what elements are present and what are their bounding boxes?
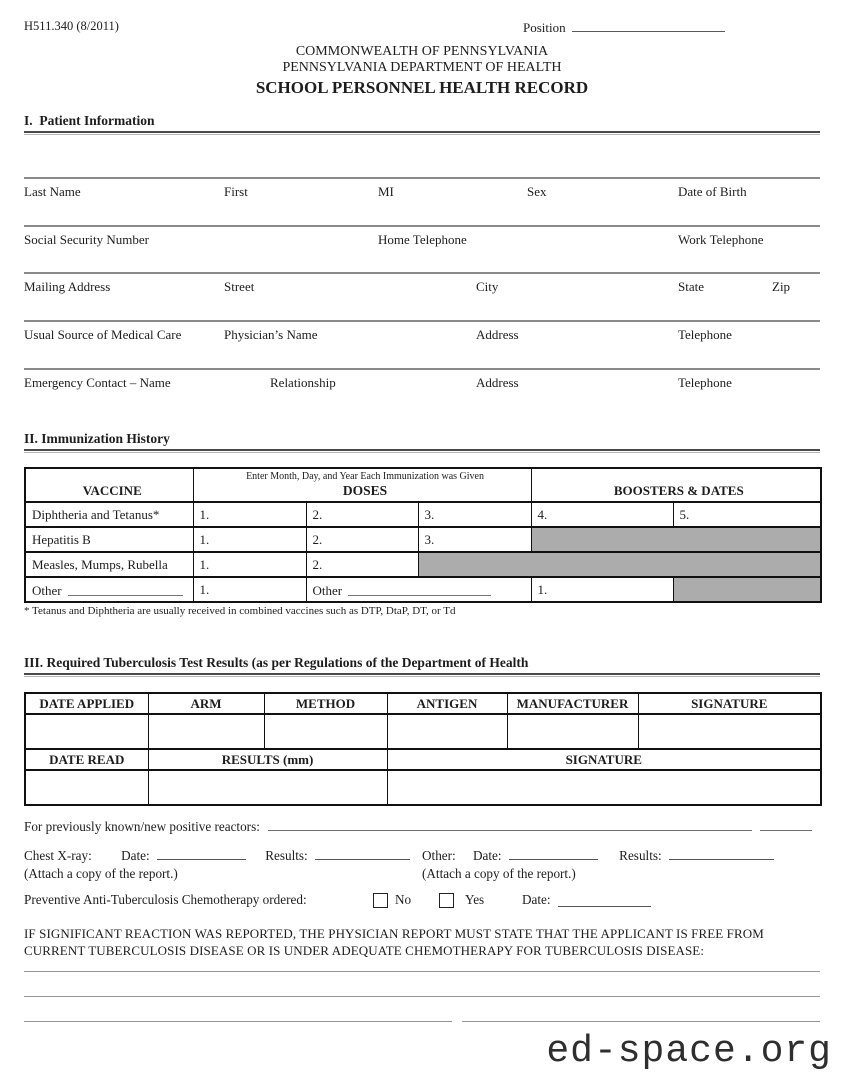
booster-4-cell[interactable]: 4. xyxy=(531,502,673,527)
tb-entry-row-2 xyxy=(25,770,821,805)
tb-results-table xyxy=(24,692,822,806)
chemotherapy-field xyxy=(24,892,820,910)
xray-date-fill-line[interactable] xyxy=(157,847,246,860)
shaded-cell xyxy=(418,552,821,577)
section-title: I. Patient Information xyxy=(24,113,155,128)
position-field xyxy=(523,19,725,36)
tb-header-row-1 xyxy=(25,693,821,714)
manufacturer-header: MANUFACTURER xyxy=(507,693,638,714)
reactors-fill-line[interactable] xyxy=(268,816,752,831)
patient-row-name[interactable] xyxy=(24,177,820,225)
immunization-table xyxy=(24,467,822,603)
field-label-sex: Sex xyxy=(527,184,547,199)
antigen-cell[interactable] xyxy=(387,714,507,749)
field-label-street: Street xyxy=(224,279,255,294)
yes-checkbox[interactable] xyxy=(439,893,454,908)
other-fill-line[interactable] xyxy=(68,580,183,596)
field-label-ssn: Social Security Number xyxy=(24,232,149,247)
chemotherapy-label: Preventive Anti-Tuberculosis Chemotherapy ordered: xyxy=(24,892,307,907)
positive-reactors-label: For previously known/new positive reactors: xyxy=(24,819,260,834)
field-label-zip: Zip xyxy=(772,279,791,294)
field-label-emergency-contact: Emergency Contact – Name xyxy=(24,375,171,390)
vaccine-row-mmr xyxy=(25,552,821,577)
results-label: Results: xyxy=(265,848,308,863)
tb-entry-row-1 xyxy=(25,714,821,749)
doses-note: Enter Month, Day, and Year Each Immunization was Given xyxy=(246,471,484,482)
position-label: Position xyxy=(523,20,566,35)
no-label: No xyxy=(395,892,412,907)
other-fill-line[interactable] xyxy=(348,580,490,596)
results-mm-cell[interactable] xyxy=(148,770,387,805)
positive-reactors-field xyxy=(24,816,812,835)
other-label: Other: xyxy=(422,848,456,863)
field-label-medical-care: Usual Source of Medical Care xyxy=(24,327,182,342)
tb-header-row-2 xyxy=(25,749,821,770)
doses-column-header xyxy=(193,468,531,502)
field-label-emergency-address: Address xyxy=(476,375,519,390)
dose-3-cell[interactable]: 3. xyxy=(418,527,531,552)
field-label-work-phone: Work Telephone xyxy=(678,232,764,247)
field-label-first: First xyxy=(224,184,248,199)
chest-xray-label: Chest X-ray: xyxy=(24,848,92,863)
date-applied-header: DATE APPLIED xyxy=(25,693,148,714)
org-line-2: PENNSYLVANIA DEPARTMENT OF HEALTH xyxy=(282,60,562,75)
form-number: H511.340 (8/2011) xyxy=(24,19,119,33)
other-results-fill-line[interactable] xyxy=(669,847,774,860)
patient-row-ssn-phones[interactable] xyxy=(24,225,820,273)
shaded-cell xyxy=(531,527,821,552)
vaccine-name: Hepatitis B xyxy=(25,527,193,552)
arm-header: ARM xyxy=(148,693,264,714)
dose-1-cell[interactable]: 1. xyxy=(193,502,306,527)
method-header: METHOD xyxy=(264,693,387,714)
signature-header: SIGNATURE xyxy=(387,749,821,770)
dose-2-cell[interactable]: 2. xyxy=(306,527,418,552)
immunization-header-row xyxy=(25,468,821,502)
other-test-group xyxy=(422,847,774,882)
signature-header: SIGNATURE xyxy=(638,693,821,714)
booster-5-cell[interactable]: 5. xyxy=(673,502,821,527)
vaccine-column-header: VACCINE xyxy=(25,468,193,502)
attach-report-note: (Attach a copy of the report.) xyxy=(422,866,576,881)
booster-1-cell[interactable]: 1. xyxy=(531,577,673,602)
method-cell[interactable] xyxy=(264,714,387,749)
write-in-line-1[interactable] xyxy=(24,971,820,972)
date-label: Date: xyxy=(522,892,551,907)
write-in-line-3a[interactable] xyxy=(24,1021,452,1022)
vaccine-row-other xyxy=(25,577,821,602)
date-applied-cell[interactable] xyxy=(25,714,148,749)
immunization-footnote: * Tetanus and Diphtheria are usually received in combined vaccines such as DTP, DtaP, DT, or Td xyxy=(24,605,456,617)
field-label-last-name: Last Name xyxy=(24,184,81,199)
chest-xray-group xyxy=(24,847,410,882)
other-label: Other xyxy=(312,583,343,598)
signature-cell[interactable] xyxy=(387,770,821,805)
section-title: III. Required Tuberculosis Test Results (as per Regulations of the Department of Health xyxy=(24,655,529,670)
section-title: II. Immunization History xyxy=(24,431,170,446)
doses-label: DOSES xyxy=(342,483,388,498)
boosters-column-header: BOOSTERS & DATES xyxy=(531,468,821,502)
field-label-relationship: Relationship xyxy=(270,375,336,390)
other-date-fill-line[interactable] xyxy=(509,847,598,860)
field-label-state: State xyxy=(678,279,704,294)
antigen-header: ANTIGEN xyxy=(387,693,507,714)
position-fill-line[interactable] xyxy=(572,19,725,32)
significant-reaction-statement: IF SIGNIFICANT REACTION WAS REPORTED, THE PHYSICIAN REPORT MUST STATE THAT THE APPLICANT IS FREE FROM CURRENT TUBERCULOSIS DISEASE OR IS UNDER ADEQUATE CHEMOTHERAPY FOR TUBERCULOSIS DISEASE: xyxy=(24,926,764,958)
field-label-city: City xyxy=(476,279,499,294)
date-read-cell[interactable] xyxy=(25,770,148,805)
reactors-fill-line-short[interactable] xyxy=(760,816,812,831)
write-in-line-3b[interactable] xyxy=(462,1021,820,1022)
org-line-1: COMMONWEALTH OF PENNSYLVANIA xyxy=(295,44,549,59)
results-mm-header: RESULTS (mm) xyxy=(148,749,387,770)
watermark: ed-space.org xyxy=(546,1030,832,1073)
title-block xyxy=(0,44,844,98)
no-checkbox[interactable] xyxy=(373,893,388,908)
shaded-cell xyxy=(673,577,821,602)
date-label: Date: xyxy=(473,848,502,863)
dose-1-cell[interactable]: 1. xyxy=(193,577,306,602)
field-label-mi: MI xyxy=(378,184,394,199)
dose-2-cell[interactable]: 2. xyxy=(306,502,418,527)
write-in-line-2[interactable] xyxy=(24,996,820,997)
vaccine-row-hepatitis-b xyxy=(25,527,821,552)
arm-cell[interactable] xyxy=(148,714,264,749)
field-label-dob: Date of Birth xyxy=(678,184,747,199)
date-read-header: DATE READ xyxy=(25,749,148,770)
dose-1-cell[interactable]: 1. xyxy=(193,552,306,577)
patient-row-medical-care[interactable] xyxy=(24,320,820,368)
yes-label: Yes xyxy=(465,892,485,907)
field-label-physician-telephone: Telephone xyxy=(678,327,732,342)
patient-row-emergency-contact[interactable] xyxy=(24,368,820,416)
vaccine-name: Measles, Mumps, Rubella xyxy=(25,552,193,577)
xray-fields xyxy=(24,847,820,883)
field-label-home-phone: Home Telephone xyxy=(378,232,467,247)
dose-1-cell[interactable]: 1. xyxy=(193,527,306,552)
field-label-physician-name: Physician’s Name xyxy=(224,327,318,342)
other-dose-cell xyxy=(306,577,531,602)
section-heading-patient-info xyxy=(24,112,820,133)
date-label: Date: xyxy=(121,848,150,863)
xray-results-fill-line[interactable] xyxy=(315,847,410,860)
results-label: Results: xyxy=(619,848,662,863)
field-label-physician-address: Address xyxy=(476,327,519,342)
signature-cell[interactable] xyxy=(638,714,821,749)
patient-row-address[interactable] xyxy=(24,272,820,320)
chemo-date-fill-line[interactable] xyxy=(558,894,651,907)
form-title: SCHOOL PERSONNEL HEALTH RECORD xyxy=(255,78,589,97)
section-heading-tb-results xyxy=(24,654,820,675)
field-label-mailing-address: Mailing Address xyxy=(24,279,111,294)
field-label-emergency-telephone: Telephone xyxy=(678,375,732,390)
dose-2-cell[interactable]: 2. xyxy=(306,552,418,577)
vaccine-row-diphtheria-tetanus xyxy=(25,502,821,527)
section-heading-immunization xyxy=(24,430,820,451)
dose-3-cell[interactable]: 3. xyxy=(418,502,531,527)
vaccine-name: Diphtheria and Tetanus* xyxy=(25,502,193,527)
attach-report-note: (Attach a copy of the report.) xyxy=(24,866,178,881)
vaccine-other-cell xyxy=(25,577,193,602)
other-label: Other xyxy=(32,583,62,598)
manufacturer-cell[interactable] xyxy=(507,714,638,749)
